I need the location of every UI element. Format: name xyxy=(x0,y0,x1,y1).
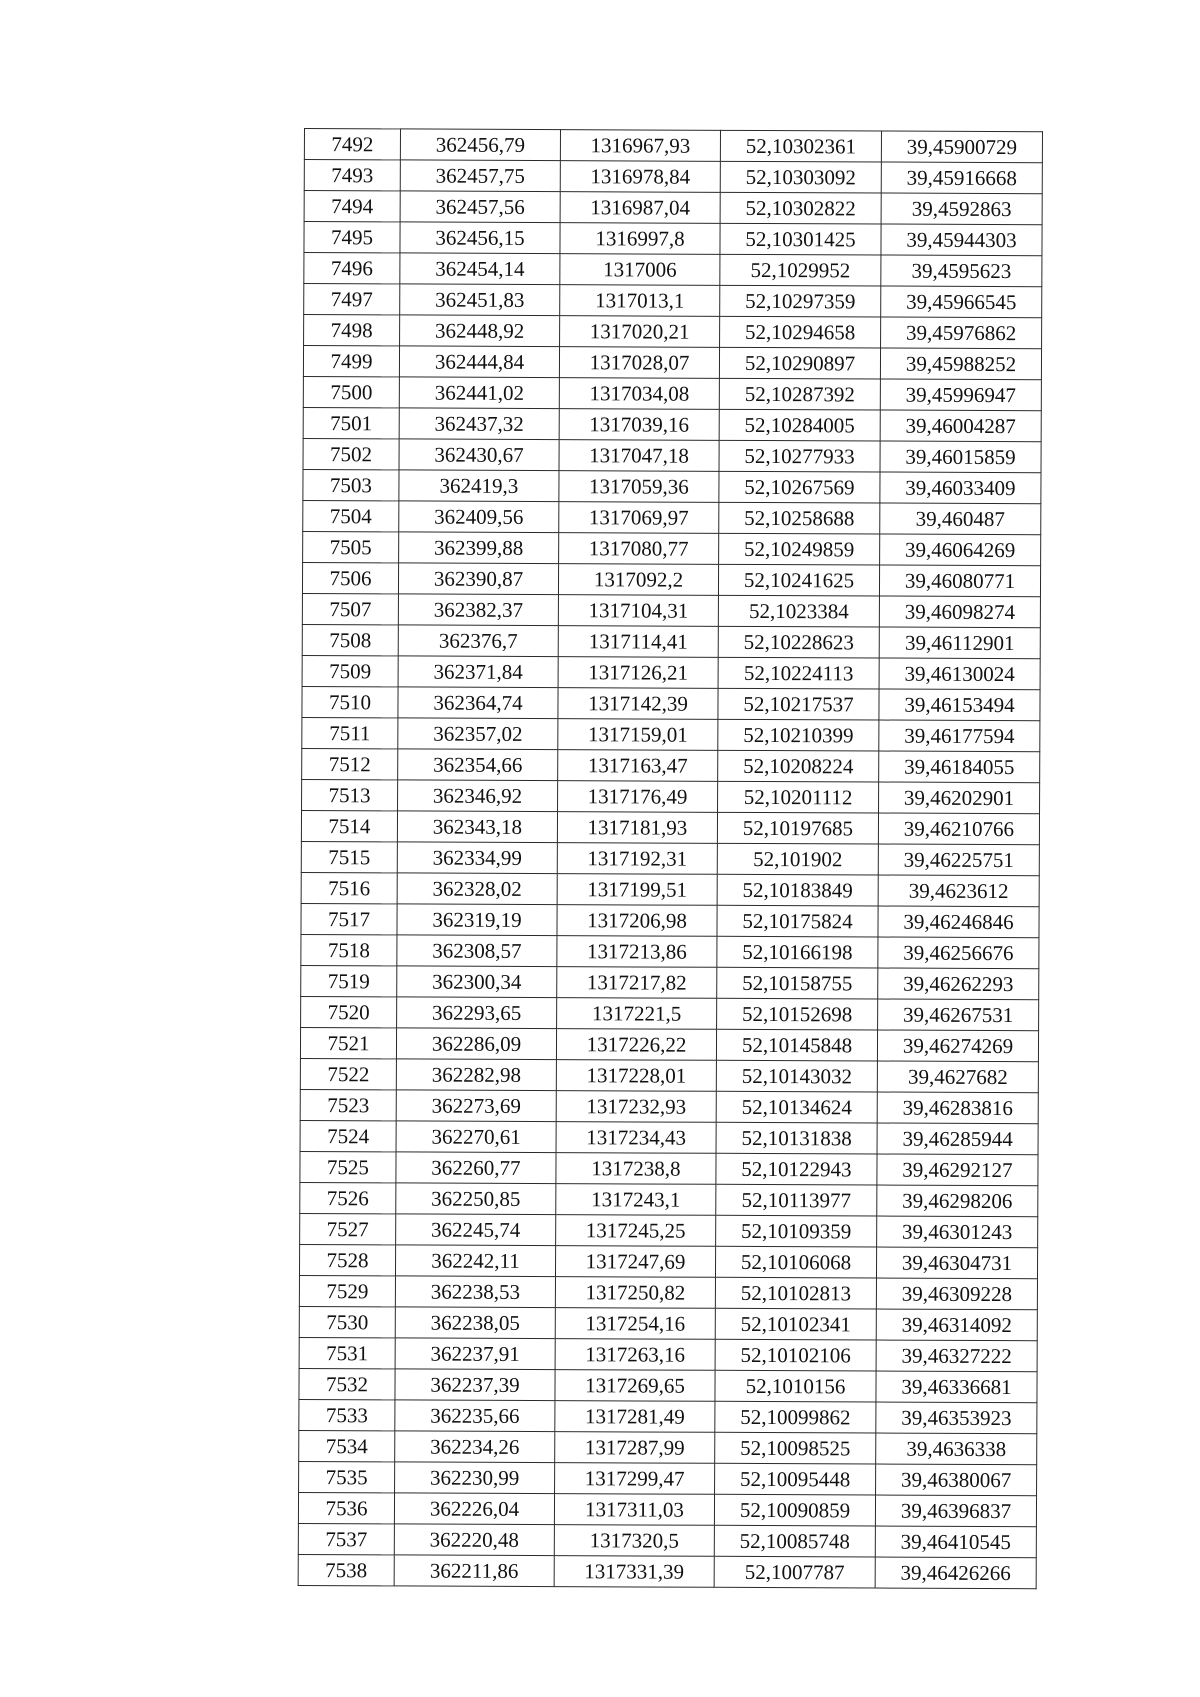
point-number-cell: 7525 xyxy=(300,1151,396,1182)
table-row xyxy=(303,469,1041,503)
x-coordinate-cell: 362300,34 xyxy=(397,966,557,998)
point-number-cell: 7538 xyxy=(298,1554,394,1585)
x-coordinate-cell: 362282,98 xyxy=(396,1059,556,1091)
x-coordinate-cell: 362260,77 xyxy=(396,1152,556,1184)
table-row xyxy=(302,593,1040,627)
y-coordinate-cell: 1317254,16 xyxy=(555,1308,715,1340)
y-coordinate-cell: 1317269,65 xyxy=(555,1370,715,1402)
latitude-cell: 52,10249859 xyxy=(719,533,880,565)
y-coordinate-cell: 1316997,8 xyxy=(560,223,720,255)
table-row xyxy=(304,284,1042,318)
y-coordinate-cell: 1317047,18 xyxy=(559,440,719,472)
x-coordinate-cell: 362226,04 xyxy=(394,1493,554,1525)
longitude-cell: 39,45944303 xyxy=(881,224,1042,256)
latitude-cell: 52,10098525 xyxy=(715,1432,876,1464)
latitude-cell: 52,10302361 xyxy=(720,130,881,162)
table-row xyxy=(302,779,1040,813)
latitude-cell: 52,10102106 xyxy=(715,1339,876,1371)
longitude-cell: 39,46336681 xyxy=(876,1371,1037,1403)
coordinates-table xyxy=(298,128,1043,1589)
table-row xyxy=(299,1368,1037,1402)
latitude-cell: 52,10284005 xyxy=(719,409,880,441)
x-coordinate-cell: 362238,05 xyxy=(395,1307,555,1339)
latitude-cell: 52,1007787 xyxy=(714,1556,875,1588)
y-coordinate-cell: 1317181,93 xyxy=(557,812,717,844)
table-row xyxy=(302,686,1040,720)
point-number-cell: 7527 xyxy=(300,1213,396,1244)
latitude-cell: 52,10175824 xyxy=(717,905,878,937)
latitude-cell: 52,10217537 xyxy=(718,688,879,720)
y-coordinate-cell: 1317092,2 xyxy=(558,564,718,596)
point-number-cell: 7493 xyxy=(304,160,400,191)
x-coordinate-cell: 362354,66 xyxy=(398,749,558,781)
x-coordinate-cell: 362457,75 xyxy=(400,160,560,192)
x-coordinate-cell: 362457,56 xyxy=(400,191,560,223)
table-row xyxy=(301,810,1039,844)
longitude-cell: 39,46004287 xyxy=(880,410,1041,442)
latitude-cell: 52,10095448 xyxy=(715,1463,876,1495)
longitude-cell: 39,46225751 xyxy=(878,844,1039,876)
y-coordinate-cell: 1317221,5 xyxy=(557,998,717,1030)
table-row xyxy=(304,315,1042,349)
point-number-cell: 7500 xyxy=(303,376,399,407)
point-number-cell: 7520 xyxy=(301,996,397,1027)
longitude-cell: 39,46283816 xyxy=(877,1092,1038,1124)
y-coordinate-cell: 1317320,5 xyxy=(554,1525,714,1557)
y-coordinate-cell: 1317104,31 xyxy=(558,595,718,627)
point-number-cell: 7523 xyxy=(300,1089,396,1120)
x-coordinate-cell: 362430,67 xyxy=(399,439,559,471)
point-number-cell: 7518 xyxy=(301,934,397,965)
table-row xyxy=(301,934,1039,968)
y-coordinate-cell: 1317331,39 xyxy=(554,1556,714,1588)
table-row xyxy=(301,996,1039,1030)
table-row xyxy=(301,872,1039,906)
x-coordinate-cell: 362237,91 xyxy=(395,1338,555,1370)
table-row xyxy=(298,1554,1036,1588)
longitude-cell: 39,46080771 xyxy=(879,565,1040,597)
y-coordinate-cell: 1317299,47 xyxy=(555,1463,715,1495)
x-coordinate-cell: 362456,79 xyxy=(400,129,560,161)
y-coordinate-cell: 1317226,22 xyxy=(556,1029,716,1061)
table-row xyxy=(299,1306,1037,1340)
x-coordinate-cell: 362211,86 xyxy=(394,1555,554,1587)
x-coordinate-cell: 362237,39 xyxy=(395,1369,555,1401)
y-coordinate-cell: 1317034,08 xyxy=(559,378,719,410)
longitude-cell: 39,46098274 xyxy=(879,596,1040,628)
y-coordinate-cell: 1317245,25 xyxy=(556,1215,716,1247)
x-coordinate-cell: 362286,09 xyxy=(396,1028,556,1060)
longitude-cell: 39,46177594 xyxy=(879,720,1040,752)
table-row xyxy=(301,965,1039,999)
x-coordinate-cell: 362399,88 xyxy=(399,532,559,564)
point-number-cell: 7499 xyxy=(303,346,399,377)
table-row xyxy=(304,222,1042,256)
x-coordinate-cell: 362376,7 xyxy=(398,625,558,657)
point-number-cell: 7498 xyxy=(304,315,400,346)
y-coordinate-cell: 1317159,01 xyxy=(558,719,718,751)
point-number-cell: 7508 xyxy=(302,624,398,655)
table-row xyxy=(303,407,1041,441)
table-row xyxy=(302,624,1040,658)
longitude-cell: 39,460487 xyxy=(880,503,1041,535)
longitude-cell: 39,46015859 xyxy=(880,441,1041,473)
point-number-cell: 7530 xyxy=(299,1306,395,1337)
latitude-cell: 52,10228623 xyxy=(718,626,879,658)
x-coordinate-cell: 362242,11 xyxy=(395,1245,555,1277)
point-number-cell: 7503 xyxy=(303,469,399,500)
table-row xyxy=(299,1461,1037,1495)
latitude-cell: 52,1029952 xyxy=(720,254,881,286)
longitude-cell: 39,46327222 xyxy=(876,1340,1037,1372)
longitude-cell: 39,46274269 xyxy=(877,1030,1038,1062)
table-row xyxy=(303,376,1041,410)
x-coordinate-cell: 362454,14 xyxy=(400,253,560,285)
point-number-cell: 7494 xyxy=(304,191,400,222)
y-coordinate-cell: 1317069,97 xyxy=(559,502,719,534)
point-number-cell: 7531 xyxy=(299,1337,395,1368)
point-number-cell: 7521 xyxy=(300,1027,396,1058)
x-coordinate-cell: 362444,84 xyxy=(399,346,559,378)
x-coordinate-cell: 362319,19 xyxy=(397,904,557,936)
y-coordinate-cell: 1317059,36 xyxy=(559,471,719,503)
y-coordinate-cell: 1317006 xyxy=(560,254,720,286)
y-coordinate-cell: 1317013,1 xyxy=(560,285,720,317)
y-coordinate-cell: 1317142,39 xyxy=(558,688,718,720)
table-row xyxy=(304,253,1042,287)
point-number-cell: 7528 xyxy=(299,1244,395,1275)
table-row xyxy=(303,531,1041,565)
y-coordinate-cell: 1317163,47 xyxy=(558,750,718,782)
point-number-cell: 7515 xyxy=(301,841,397,872)
point-number-cell: 7496 xyxy=(304,253,400,284)
y-coordinate-cell: 1317247,69 xyxy=(555,1246,715,1278)
latitude-cell: 52,10197685 xyxy=(717,812,878,844)
longitude-cell: 39,45976862 xyxy=(881,317,1042,349)
latitude-cell: 52,10085748 xyxy=(714,1525,875,1557)
point-number-cell: 7492 xyxy=(304,129,400,160)
y-coordinate-cell: 1317263,16 xyxy=(555,1339,715,1371)
longitude-cell: 39,46314092 xyxy=(876,1309,1037,1341)
y-coordinate-cell: 1317192,31 xyxy=(557,843,717,875)
table-row xyxy=(299,1244,1037,1278)
x-coordinate-cell: 362382,37 xyxy=(398,594,558,626)
y-coordinate-cell: 1317213,86 xyxy=(557,936,717,968)
y-coordinate-cell: 1316987,04 xyxy=(560,192,720,224)
x-coordinate-cell: 362441,02 xyxy=(399,377,559,409)
x-coordinate-cell: 362245,74 xyxy=(396,1214,556,1246)
longitude-cell: 39,46210766 xyxy=(878,813,1039,845)
longitude-cell: 39,46033409 xyxy=(880,472,1041,504)
point-number-cell: 7506 xyxy=(302,562,398,593)
latitude-cell: 52,10208224 xyxy=(718,750,879,782)
latitude-cell: 52,1023384 xyxy=(718,595,879,627)
point-number-cell: 7511 xyxy=(302,717,398,748)
point-number-cell: 7514 xyxy=(301,810,397,841)
point-number-cell: 7522 xyxy=(300,1058,396,1089)
longitude-cell: 39,46153494 xyxy=(879,689,1040,721)
longitude-cell: 39,45996947 xyxy=(880,379,1041,411)
table-row xyxy=(298,1492,1036,1526)
point-number-cell: 7495 xyxy=(304,222,400,253)
x-coordinate-cell: 362238,53 xyxy=(395,1276,555,1308)
longitude-cell: 39,46396837 xyxy=(875,1495,1036,1527)
y-coordinate-cell: 1317217,82 xyxy=(557,967,717,999)
latitude-cell: 52,10294658 xyxy=(720,316,881,348)
longitude-cell: 39,45966545 xyxy=(881,286,1042,318)
x-coordinate-cell: 362250,85 xyxy=(396,1183,556,1215)
table-row xyxy=(300,1151,1038,1185)
x-coordinate-cell: 362343,18 xyxy=(397,811,557,843)
longitude-cell: 39,4592863 xyxy=(881,193,1042,225)
point-number-cell: 7502 xyxy=(303,438,399,469)
latitude-cell: 52,10302822 xyxy=(720,192,881,224)
longitude-cell: 39,46298206 xyxy=(877,1185,1038,1217)
point-number-cell: 7534 xyxy=(299,1430,395,1461)
x-coordinate-cell: 362235,66 xyxy=(395,1400,555,1432)
point-number-cell: 7504 xyxy=(303,500,399,531)
latitude-cell: 52,10290897 xyxy=(719,347,880,379)
table-row xyxy=(304,191,1042,225)
table-row xyxy=(303,500,1041,534)
latitude-cell: 52,10134624 xyxy=(716,1091,877,1123)
y-coordinate-cell: 1317020,21 xyxy=(560,316,720,348)
x-coordinate-cell: 362451,83 xyxy=(400,284,560,316)
y-coordinate-cell: 1317114,41 xyxy=(558,626,718,658)
latitude-cell: 52,10241625 xyxy=(718,564,879,596)
longitude-cell: 39,46309228 xyxy=(876,1278,1037,1310)
latitude-cell: 52,10303092 xyxy=(720,161,881,193)
table-row xyxy=(300,1089,1038,1123)
latitude-cell: 52,10122943 xyxy=(716,1153,877,1185)
longitude-cell: 39,46262293 xyxy=(878,968,1039,1000)
table-row xyxy=(300,1058,1038,1092)
y-coordinate-cell: 1316978,84 xyxy=(560,161,720,193)
x-coordinate-cell: 362308,57 xyxy=(397,935,557,967)
longitude-cell: 39,4623612 xyxy=(878,875,1039,907)
longitude-cell: 39,46380067 xyxy=(876,1464,1037,1496)
longitude-cell: 39,46292127 xyxy=(877,1154,1038,1186)
table-row xyxy=(302,655,1040,689)
y-coordinate-cell: 1317080,77 xyxy=(559,533,719,565)
x-coordinate-cell: 362293,65 xyxy=(397,997,557,1029)
table-row xyxy=(298,1523,1036,1557)
latitude-cell: 52,10102813 xyxy=(715,1277,876,1309)
y-coordinate-cell: 1317250,82 xyxy=(555,1277,715,1309)
latitude-cell: 52,10277933 xyxy=(719,440,880,472)
latitude-cell: 52,10145848 xyxy=(716,1029,877,1061)
y-coordinate-cell: 1317311,03 xyxy=(554,1494,714,1526)
longitude-cell: 39,46304731 xyxy=(876,1247,1037,1279)
x-coordinate-cell: 362448,92 xyxy=(400,315,560,347)
table-row xyxy=(300,1027,1038,1061)
longitude-cell: 39,46202901 xyxy=(879,782,1040,814)
x-coordinate-cell: 362409,56 xyxy=(399,501,559,533)
y-coordinate-cell: 1317039,16 xyxy=(559,409,719,441)
y-coordinate-cell: 1316967,93 xyxy=(560,130,720,162)
x-coordinate-cell: 362357,02 xyxy=(398,718,558,750)
longitude-cell: 39,46426266 xyxy=(875,1557,1036,1589)
latitude-cell: 52,10183849 xyxy=(717,874,878,906)
latitude-cell: 52,10113977 xyxy=(716,1184,877,1216)
latitude-cell: 52,10143032 xyxy=(716,1060,877,1092)
longitude-cell: 39,46256676 xyxy=(878,937,1039,969)
y-coordinate-cell: 1317287,99 xyxy=(555,1432,715,1464)
x-coordinate-cell: 362419,3 xyxy=(399,470,559,502)
x-coordinate-cell: 362234,26 xyxy=(395,1431,555,1463)
point-number-cell: 7536 xyxy=(298,1492,394,1523)
longitude-cell: 39,4595623 xyxy=(881,255,1042,287)
latitude-cell: 52,10106068 xyxy=(715,1246,876,1278)
table-row xyxy=(303,346,1041,380)
longitude-cell: 39,46130024 xyxy=(879,658,1040,690)
point-number-cell: 7535 xyxy=(299,1461,395,1492)
y-coordinate-cell: 1317281,49 xyxy=(555,1401,715,1433)
latitude-cell: 52,10090859 xyxy=(714,1494,875,1526)
point-number-cell: 7516 xyxy=(301,872,397,903)
latitude-cell: 52,10287392 xyxy=(719,378,880,410)
table-row xyxy=(299,1275,1037,1309)
point-number-cell: 7509 xyxy=(302,655,398,686)
latitude-cell: 52,10099862 xyxy=(715,1401,876,1433)
y-coordinate-cell: 1317232,93 xyxy=(556,1091,716,1123)
y-coordinate-cell: 1317238,8 xyxy=(556,1153,716,1185)
table-row xyxy=(299,1430,1037,1464)
x-coordinate-cell: 362270,61 xyxy=(396,1121,556,1153)
x-coordinate-cell: 362230,99 xyxy=(395,1462,555,1494)
point-number-cell: 7513 xyxy=(302,779,398,810)
latitude-cell: 52,10109359 xyxy=(716,1215,877,1247)
x-coordinate-cell: 362346,92 xyxy=(398,780,558,812)
latitude-cell: 52,10267569 xyxy=(719,471,880,503)
latitude-cell: 52,10210399 xyxy=(718,719,879,751)
point-number-cell: 7507 xyxy=(302,593,398,624)
longitude-cell: 39,46410545 xyxy=(875,1526,1036,1558)
point-number-cell: 7497 xyxy=(304,284,400,315)
latitude-cell: 52,10152698 xyxy=(717,998,878,1030)
point-number-cell: 7512 xyxy=(302,748,398,779)
x-coordinate-cell: 362273,69 xyxy=(396,1090,556,1122)
point-number-cell: 7529 xyxy=(299,1275,395,1306)
latitude-cell: 52,10166198 xyxy=(717,936,878,968)
latitude-cell: 52,10131838 xyxy=(716,1122,877,1154)
table-row xyxy=(301,841,1039,875)
longitude-cell: 39,46064269 xyxy=(880,534,1041,566)
longitude-cell: 39,46112901 xyxy=(879,627,1040,659)
y-coordinate-cell: 1317126,21 xyxy=(558,657,718,689)
table-row xyxy=(301,903,1039,937)
longitude-cell: 39,46353923 xyxy=(876,1402,1037,1434)
longitude-cell: 39,46184055 xyxy=(879,751,1040,783)
latitude-cell: 52,10224113 xyxy=(718,657,879,689)
longitude-cell: 39,45988252 xyxy=(880,348,1041,380)
point-number-cell: 7524 xyxy=(300,1120,396,1151)
x-coordinate-cell: 362437,32 xyxy=(399,408,559,440)
coordinates-table-body xyxy=(298,129,1042,1589)
longitude-cell: 39,46301243 xyxy=(877,1216,1038,1248)
table-row xyxy=(299,1337,1037,1371)
latitude-cell: 52,10258688 xyxy=(719,502,880,534)
x-coordinate-cell: 362220,48 xyxy=(394,1524,554,1556)
latitude-cell: 52,10201112 xyxy=(718,781,879,813)
y-coordinate-cell: 1317228,01 xyxy=(556,1060,716,1092)
longitude-cell: 39,4636338 xyxy=(876,1433,1037,1465)
latitude-cell: 52,10158755 xyxy=(717,967,878,999)
table-row xyxy=(302,717,1040,751)
y-coordinate-cell: 1317176,49 xyxy=(558,781,718,813)
longitude-cell: 39,46267531 xyxy=(878,999,1039,1031)
latitude-cell: 52,10297359 xyxy=(720,285,881,317)
y-coordinate-cell: 1317243,1 xyxy=(556,1184,716,1216)
y-coordinate-cell: 1317199,51 xyxy=(557,874,717,906)
latitude-cell: 52,101902 xyxy=(717,843,878,875)
table-row xyxy=(300,1182,1038,1216)
longitude-cell: 39,45900729 xyxy=(881,131,1042,163)
point-number-cell: 7519 xyxy=(301,965,397,996)
table-row xyxy=(302,748,1040,782)
table-row xyxy=(304,160,1042,194)
longitude-cell: 39,46246846 xyxy=(878,906,1039,938)
latitude-cell: 52,1010156 xyxy=(715,1370,876,1402)
y-coordinate-cell: 1317206,98 xyxy=(557,905,717,937)
point-number-cell: 7517 xyxy=(301,903,397,934)
point-number-cell: 7533 xyxy=(299,1399,395,1430)
x-coordinate-cell: 362328,02 xyxy=(397,873,557,905)
table-row xyxy=(300,1213,1038,1247)
table-row xyxy=(304,129,1042,163)
table-row xyxy=(303,438,1041,472)
x-coordinate-cell: 362456,15 xyxy=(400,222,560,254)
point-number-cell: 7532 xyxy=(299,1368,395,1399)
table-row xyxy=(302,562,1040,596)
x-coordinate-cell: 362364,74 xyxy=(398,687,558,719)
longitude-cell: 39,45916668 xyxy=(881,162,1042,194)
y-coordinate-cell: 1317234,43 xyxy=(556,1122,716,1154)
latitude-cell: 52,10102341 xyxy=(715,1308,876,1340)
x-coordinate-cell: 362371,84 xyxy=(398,656,558,688)
x-coordinate-cell: 362390,87 xyxy=(398,563,558,595)
latitude-cell: 52,10301425 xyxy=(720,223,881,255)
table-row xyxy=(300,1120,1038,1154)
point-number-cell: 7510 xyxy=(302,686,398,717)
longitude-cell: 39,4627682 xyxy=(877,1061,1038,1093)
x-coordinate-cell: 362334,99 xyxy=(397,842,557,874)
point-number-cell: 7526 xyxy=(300,1182,396,1213)
y-coordinate-cell: 1317028,07 xyxy=(559,347,719,379)
point-number-cell: 7501 xyxy=(303,407,399,438)
point-number-cell: 7537 xyxy=(298,1523,394,1554)
longitude-cell: 39,46285944 xyxy=(877,1123,1038,1155)
table-row xyxy=(299,1399,1037,1433)
point-number-cell: 7505 xyxy=(303,531,399,562)
